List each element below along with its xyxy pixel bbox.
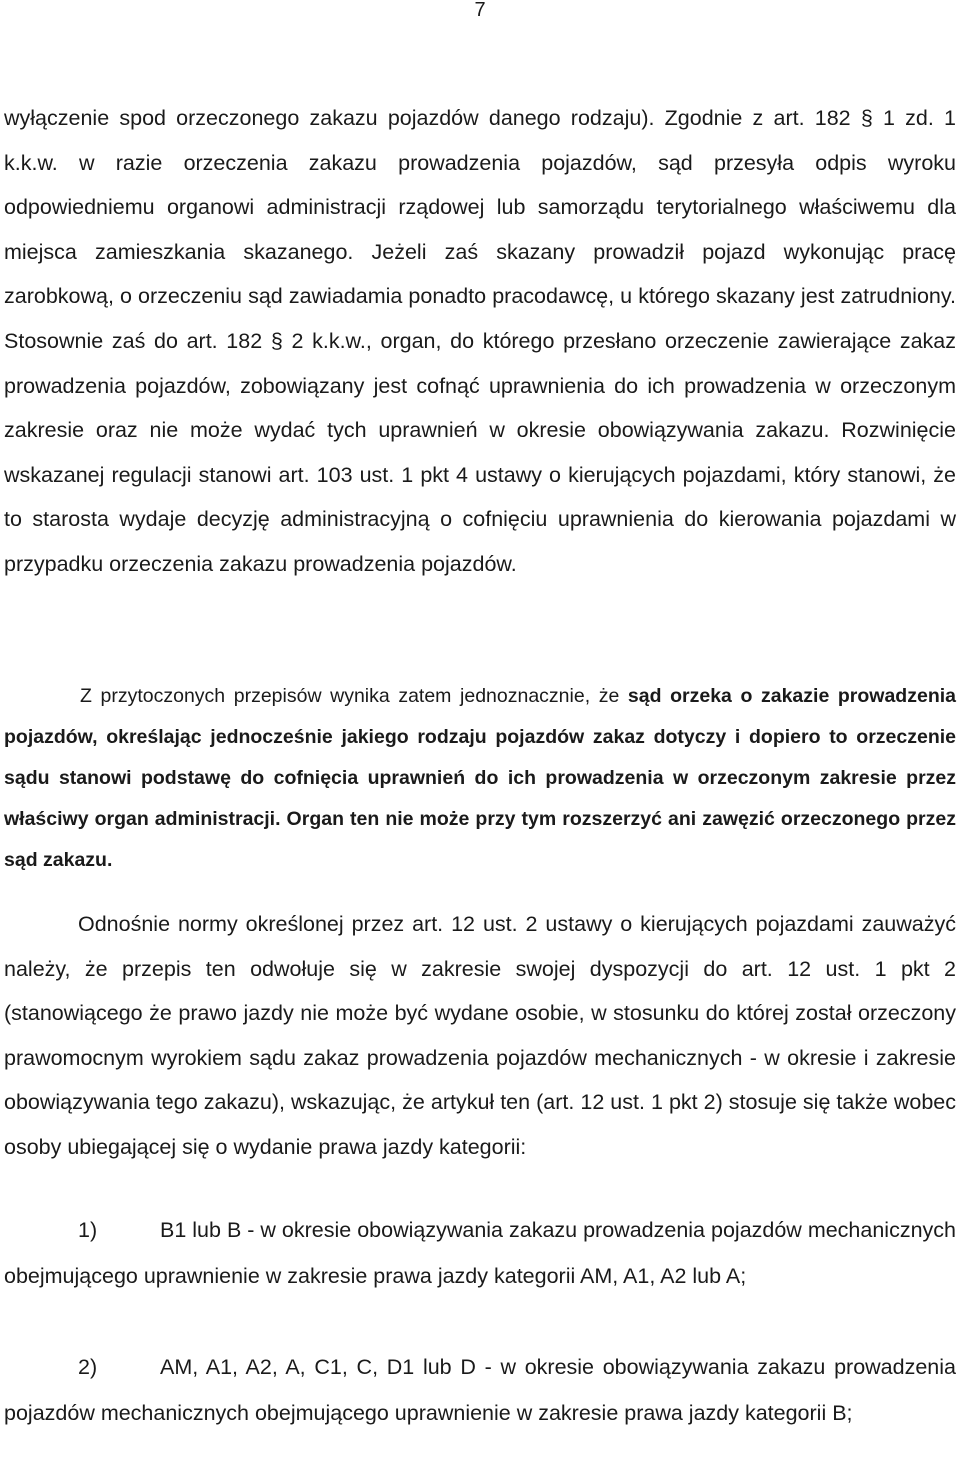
- paragraph-3: [4, 902, 956, 1170]
- paragraph-3-text: Odnośnie normy określonej przez art. 12 ust. 2 ustawy o kierujących pojazdami zauważyć należy, że przepis ten odwołuje się w zakresie swojej dyspozycji do art. 12 ust. 1 pkt 2 (stanowiącego że prawo jazdy nie może być wydane osobie, w stosunku do której został orzeczony prawomocnym wyrokiem sądu zakaz prowadzenia pojazdów mechanicznych - w okresie i zakresie obowiązywania tego zakazu), wskazując, że artykuł ten (art. 12 ust. 1 pkt 2) stosuje się także wobec osoby ubiegającej się o wydanie prawa jazdy kategorii:: [4, 912, 956, 1159]
- list-item: [4, 1208, 956, 1299]
- paragraph-2-bold: sąd orzeka o zakazie prowadzenia pojazdów, określając jednocześnie jakiego rodzaju pojazdów zakaz dotyczy i dopiero to orzeczenie sądu stanowi podstawę do cofnięcia uprawnień do ich prowadzenia w orzeczonym zakresie przez właściwy organ administracji. Organ ten nie może przy tym rozszerzyć ani zawęzić orzeczonego przez sąd zakazu.: [4, 685, 956, 871]
- page-number: 7: [474, 0, 486, 21]
- paragraph-1: wyłączenie spod orzeczonego zakazu pojazdów danego rodzaju). Zgodnie z art. 182 § 1 zd. 1 k.k.w. w razie orzeczenia zakazu prowadzenia pojazdów, sąd przesyła odpis wyroku odpowiedniemu organowi administracji rządowej lub samorządu terytorialnego właściwemu dla miejsca zamieszkania skazanego. Jeżeli zaś skazany prowadził pojazd wykonując pracę zarobkową, o orzeczeniu sąd zawiadamia ponadto pracodawcę, u którego skazany jest zatrudniony. Stosownie zaś do art. 182 § 2 k.k.w., organ, do którego przesłano orzeczenie zawierające zakaz prowadzenia pojazdów, zobowiązany jest cofnąć uprawnienia do ich prowadzenia w orzeczonym zakresie oraz nie może wydać tych uprawnień w okresie obowiązywania zakazu. Rozwinięcie wskazanej regulacji stanowi art. 103 ust. 1 pkt 4 ustawy o kierujących pojazdami, który stanowi, że to starosta wydaje decyzję administracyjną o cofnięciu uprawnienia do kierowania pojazdami w przypadku orzeczenia zakazu prowadzenia pojazdów.: [4, 106, 956, 576]
- paragraph-2: [4, 676, 956, 881]
- list-item-number: 1): [78, 1218, 98, 1242]
- list-item: [4, 1345, 956, 1436]
- list-item-text: B1 lub B - w okresie obowiązywania zakazu prowadzenia pojazdów mechanicznych obejmującego uprawnienie w zakresie prawa jazdy kategorii AM, A1, A2 lub A;: [4, 1218, 956, 1288]
- list-item-number: 2): [78, 1355, 98, 1379]
- list-item-text: AM, A1, A2, A, C1, C, D1 lub D - w okresie obowiązywania zakazu prowadzenia pojazdów mechanicznych obejmującego uprawnienie w zakresie prawa jazdy kategorii B;: [4, 1355, 956, 1425]
- paragraph-2-intro: Z przytoczonych przepisów wynika zatem jednoznacznie, że: [80, 685, 620, 707]
